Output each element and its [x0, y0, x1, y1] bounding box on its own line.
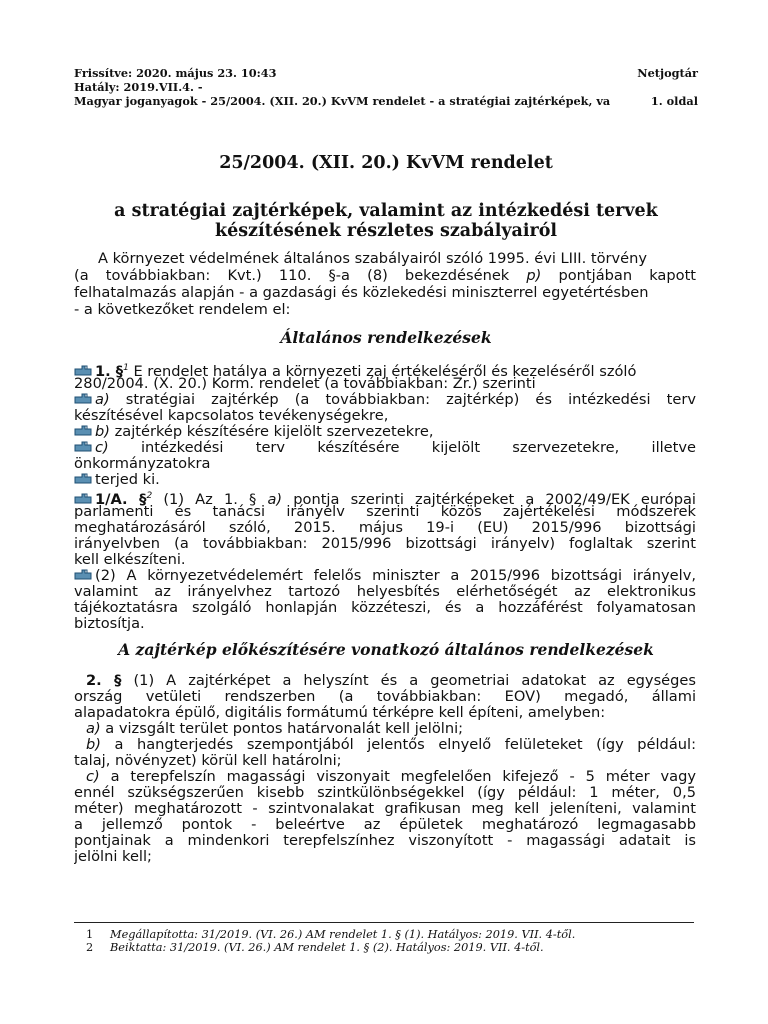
- hand-pointer-link-icon[interactable]: [74, 425, 93, 437]
- brand-name: Netjogtár: [637, 66, 698, 80]
- point-c-line: a jellemző pontok - beleértve az épületek meghatározó legmagasabb: [74, 817, 696, 833]
- point-c-line: jelölni kell;: [74, 849, 152, 865]
- paragraph-1-line: 280/2004. (X. 20.) Korm. rendelet (a továbbiakban: Zr.) szerinti: [74, 376, 536, 392]
- paragraph-1a-2-line: valamint az irányelvhez tartozó helyesbítés elérhetőségét az elektronikus: [74, 584, 696, 600]
- paragraph-1a-line: irányelvben (a továbbiakban: 2015/996 bizottsági irányelv) foglaltak szerint: [74, 536, 696, 552]
- header-line-2: [74, 80, 698, 94]
- point-b: b) zajtérkép készítésére kijelölt szervezetekre,: [74, 424, 696, 441]
- hand-pointer-link-icon[interactable]: [74, 441, 93, 453]
- document-title: 25/2004. (XII. 20.) KvVM rendelet: [219, 153, 553, 173]
- point-b: b) a hangterjedés szempontjából jelentős elnyelő felületeket (így például:: [86, 737, 696, 753]
- paragraph-1: 1. §$^1$ E rendelet hatálya a környezeti zaj értékeléséről és kezeléséről szóló: [74, 360, 696, 380]
- point-a-line: készítésével kapcsolatos tevékenységekre,: [74, 408, 389, 424]
- point-a: a) stratégiai zajtérkép (a továbbiakban: zajtérkép) és intézkedési terv: [74, 392, 696, 409]
- hand-pointer-link-icon[interactable]: [74, 473, 93, 485]
- point-c: c) a terepfelszín magassági viszonyait megfelelően kifejező - 5 méter vagy: [86, 769, 696, 785]
- point-c-line: önkormányzatokra: [74, 456, 211, 472]
- header-line-3: [74, 94, 698, 108]
- extent-line: terjed ki.: [74, 472, 696, 489]
- point-c-line: pontjainak a mindenkori terepfelszínhez viszonyított - magassági adatait is: [74, 833, 696, 849]
- point-a: a) a vizsgált terület pontos határvonalát kell jelölni;: [86, 721, 464, 737]
- preamble-line: A környezet védelmének általános szabályairól szóló 1995. évi LIII. törvény: [98, 251, 648, 267]
- hand-pointer-link-icon[interactable]: [74, 569, 93, 581]
- preamble-line: - a következőket rendelem el:: [74, 302, 291, 318]
- paragraph-1a-2-line: biztosítja.: [74, 616, 145, 632]
- paragraph-1a-2: (2) A környezetvédelemért felelős miniszter a 2015/996 bizottsági irányelv,: [74, 568, 696, 585]
- paragraph-1a-2-line: tájékoztatásra szolgáló honlapján közzéteszi, és a hozzáférést folyamatosan: [74, 600, 696, 616]
- hand-pointer-link-icon[interactable]: [74, 393, 93, 405]
- point-c: c) intézkedési terv készítésére kijelölt szervezetekre, illetve: [74, 440, 696, 457]
- preamble-line: (a továbbiakban: Kvt.) 110. §-a (8) bekezdésének p) pontjában kapott: [74, 268, 696, 284]
- preamble-line: felhatalmazás alapján - a gazdasági és közlekedési miniszterrel egyetértésben: [74, 285, 649, 301]
- paragraph-1a-line: parlamenti és tanácsi irányelv szerinti közös zajértékelési módszerek: [74, 504, 696, 520]
- footnote: 1 Megállapította: 31/2019. (VI. 26.) AM rendelet 1. § (1). Hatályos: 2019. VII. 4-től.: [86, 928, 576, 941]
- paragraph-1a-line: meghatározásáról szóló, 2015. május 19-i (EU) 2015/996 bizottsági: [74, 520, 696, 536]
- paragraph-2-line: alapadatokra épülő, digitális formátumú térképre kell építeni, amelyben:: [74, 705, 606, 721]
- point-c-line: ennél szükségszerűen kisebb szintkülönbségekkel (így például: 1 méter, 0,5: [74, 785, 696, 801]
- section-heading: Általános rendelkezések: [280, 328, 492, 347]
- point-c-line: méter) meghatározott - szintvonalakat grafikusan meg kell jeleníteni, valamint: [74, 801, 696, 817]
- doc-reference: Magyar joganyagok - 25/2004. (XII. 20.) KvVM rendelet - a stratégiai zajtérképek, va: [74, 94, 611, 108]
- paragraph-2-line: ország vetületi rendszerben (a továbbiakban: EOV) megadó, állami: [74, 689, 696, 705]
- section-heading: A zajtérkép előkészítésére vonatkozó általános rendelkezések: [118, 640, 654, 659]
- document-subtitle-line-1: a stratégiai zajtérképek, valamint az intézkedési tervek: [114, 201, 658, 221]
- document-subtitle-line-2: készítésének részletes szabályairól: [214, 221, 558, 241]
- paragraph-2: 2. § (1) A zajtérképet a helyszínt és a geometriai adatokat az egységes: [86, 673, 696, 689]
- paragraph-1a: 1/A. §$^2$ (1) Az 1. § a) pontja szerinti zajtérképeket a 2002/49/EK európai: [74, 488, 696, 508]
- footnote-separator: [74, 922, 694, 923]
- page-number: 1. oldal: [650, 94, 698, 108]
- footnote: 2 Beiktatta: 31/2019. (VI. 26.) AM rendelet 1. § (2). Hatályos: 2019. VII. 4-től.: [86, 941, 544, 954]
- header-line-1: [74, 66, 698, 80]
- paragraph-1a-line: kell elkészíteni.: [74, 552, 186, 568]
- point-b-line: talaj, növényzet) körül kell határolni;: [74, 753, 342, 769]
- effective-date: Hatály: 2019.VII.4. -: [74, 80, 203, 94]
- updated-date: Frissítve: 2020. május 23. 10:43: [74, 66, 277, 80]
